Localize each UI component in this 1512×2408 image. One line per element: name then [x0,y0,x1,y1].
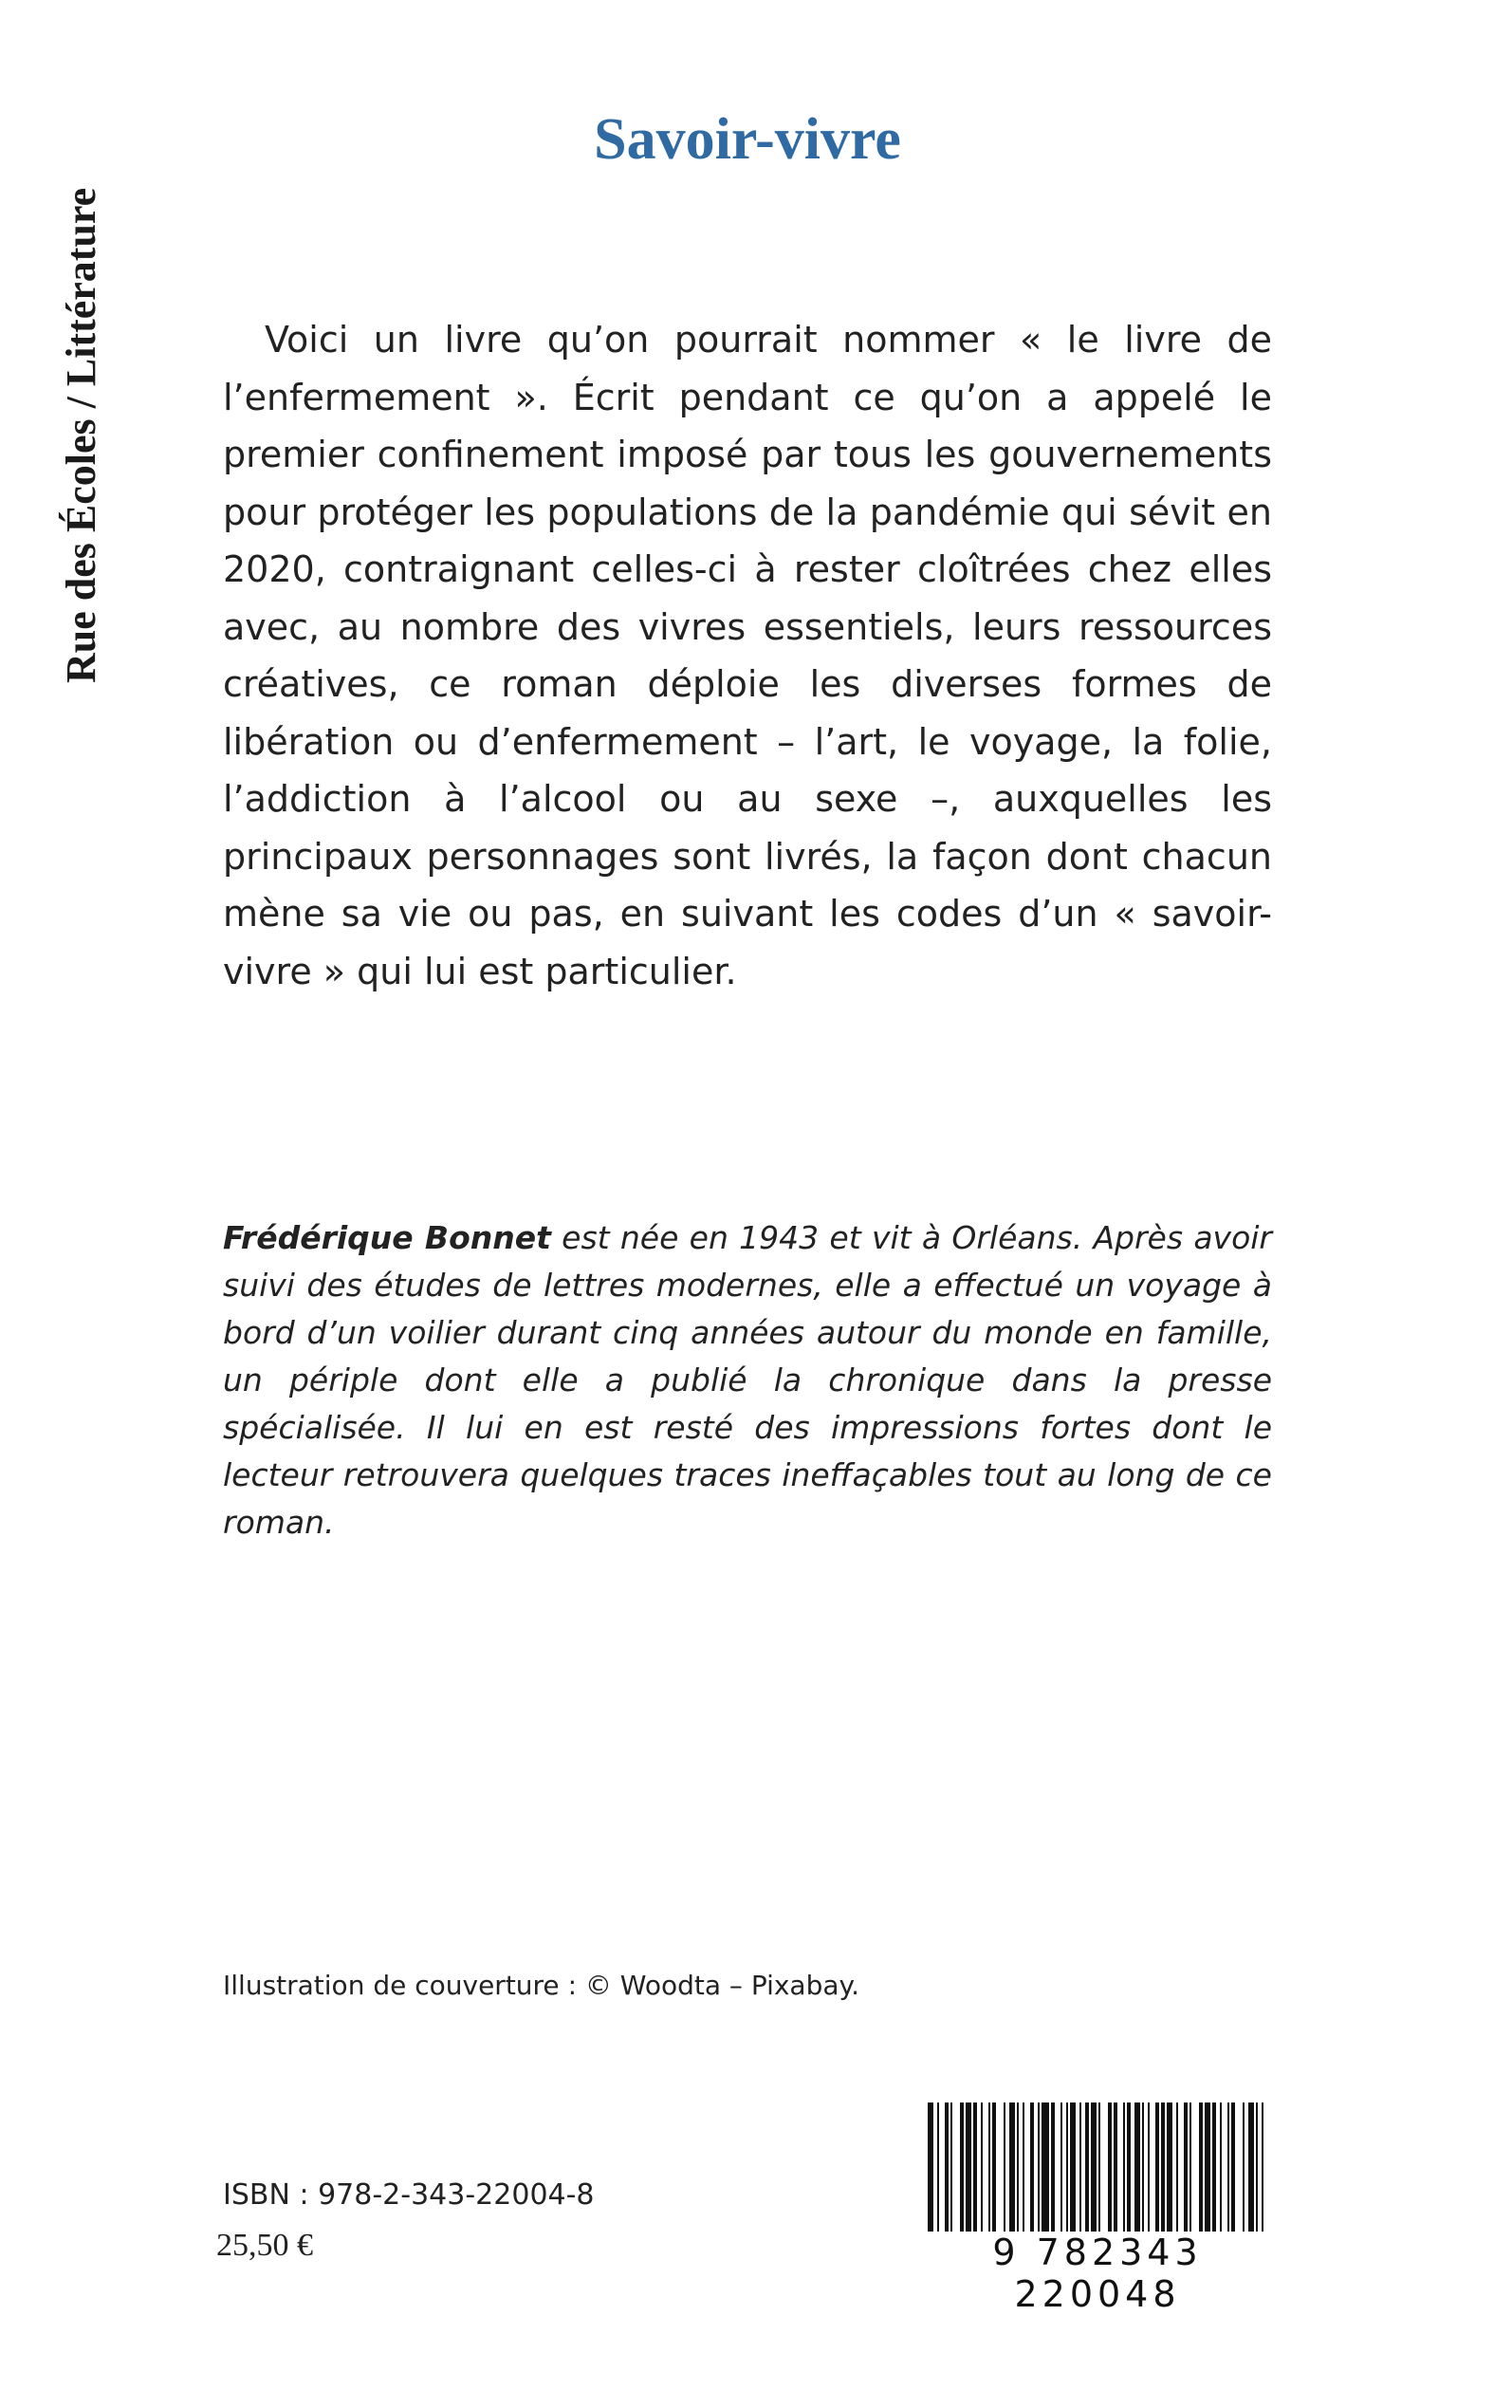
barcode-digits: 9 782343 220048 [922,2232,1273,2315]
author-name: Frédérique Bonnet [223,1219,551,1256]
author-bio-text: est née en 1943 et vit à Orléans. Après avoir suivi des études de lettres modernes, elle a effectué un voyage à bord d’un voilier durant cinq années autour du monde en famille, un périple dont elle a publié la chronique dans la presse spécialisée. Il lui en est resté des impressions fortes dont le lecteur retrouvera quelques traces ineffaçables tout au long de ce roman. [223,1219,1272,1541]
author-bio [223,1214,1272,1547]
cover-illustration-credit: Illustration de couverture : © Woodta – Pixabay. [223,1970,860,2001]
spine-collection-label: Rue des Écoles / Littérature [58,187,104,683]
back-cover-blurb: Voici un livre qu’on pourrait nommer « le livre de l’enfermement ». Écrit pendant ce qu’on a appelé le premier confinement imposé par tous les gouvernements pour protéger les populations de la pandémie qui sévit en 2020, contraignant celles-ci à rester cloîtrées chez elles avec, au nombre des vivres essentiels, leurs ressources créatives, ce roman déploie les diverses formes de libération ou d’enfermement – l’art, le voyage, la folie, l’addiction à l’alcool ou au sexe –, auxquelles les principaux personnages sont livrés, la façon dont chacun mène sa vie ou pas, en suivant les codes d’un « savoir-vivre » qui lui est particulier. [223,319,1272,992]
isbn-label: ISBN : 978-2-343-22004-8 [223,2178,595,2212]
price-label: 25,50 € [216,2228,313,2263]
book-title: Savoir-vivre [594,107,901,172]
